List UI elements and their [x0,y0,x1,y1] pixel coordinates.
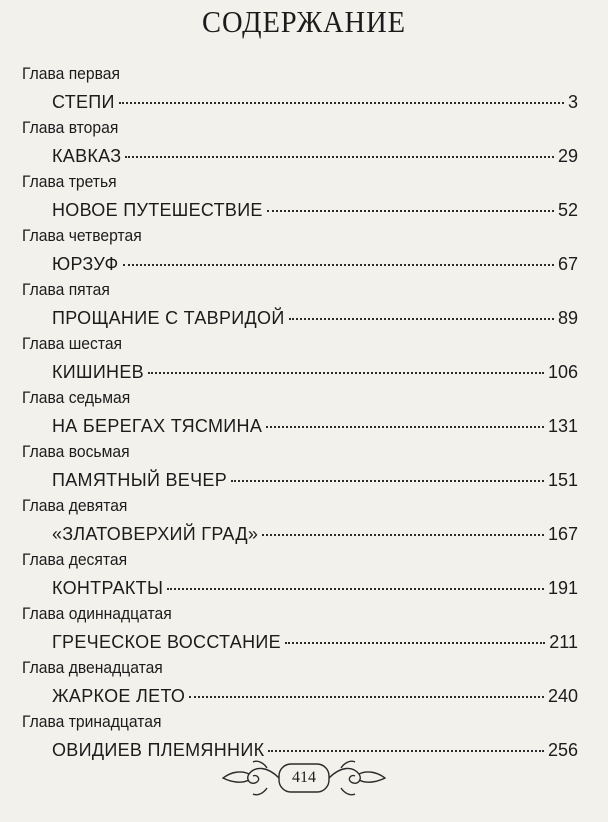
dot-leader [189,696,544,698]
chapter-title: ЮРЗУФ [52,254,119,274]
page-number: 191 [547,578,578,598]
chapter-title: КОНТРАКТЫ [52,578,164,598]
page-number: 256 [547,740,578,760]
toc-entry [0,280,608,334]
toc-entry [0,172,608,226]
page-folio [219,756,389,800]
toc-line [52,631,578,653]
table-of-contents [0,64,608,766]
chapter-title: НА БЕРЕГАХ ТЯСМИНА [52,416,263,436]
toc-line [52,523,578,545]
page-number: 240 [547,686,578,706]
toc-line [52,253,578,275]
page-number: 106 [547,362,578,382]
page-number: 131 [547,416,578,436]
page-number-footer: 414 [292,769,316,786]
dot-leader [231,480,544,482]
dot-leader [119,102,564,104]
chapter-title: НОВОЕ ПУТЕШЕСТВИЕ [52,200,263,220]
chapter-title: КАВКАЗ [52,146,122,166]
toc-entry [0,550,608,604]
page-number: 167 [547,524,578,544]
page-number: 89 [557,308,578,328]
page-title: СОДЕРЖАНИЕ [202,4,406,39]
chapter-label: Глава одиннадцатая [22,605,172,623]
dot-leader [268,750,544,752]
chapter-label: Глава десятая [22,551,128,569]
toc-line [52,469,578,491]
toc-entry [0,658,608,712]
chapter-label: Глава тринадцатая [22,713,162,731]
dot-leader [125,156,554,158]
toc-line [52,307,578,329]
toc-entry [0,388,608,442]
page-number: 211 [549,632,578,652]
dot-leader [148,372,544,374]
chapter-label: Глава двенадцатая [22,659,163,677]
chapter-title: ОВИДИЕВ ПЛЕМЯННИК [52,740,265,760]
chapter-label: Глава восьмая [22,443,130,461]
toc-entry [0,64,608,118]
chapter-label: Глава четвертая [22,227,142,245]
toc-line [52,199,578,221]
toc-entry [0,496,608,550]
toc-entry [0,226,608,280]
chapter-title: ЖАРКОЕ ЛЕТО [52,686,186,706]
toc-line [52,685,578,707]
dot-leader [262,534,544,536]
dot-leader [167,588,544,590]
chapter-title: КИШИНЕВ [52,362,144,382]
chapter-label: Глава первая [22,65,120,83]
toc-line [52,415,578,437]
page-number: 29 [557,146,578,166]
chapter-title: ПАМЯТНЫЙ ВЕЧЕР [52,470,228,490]
chapter-title: ПРОЩАНИЕ С ТАВРИДОЙ [52,308,285,328]
dot-leader [267,210,554,212]
chapter-title: ГРЕЧЕСКОЕ ВОССТАНИЕ [52,632,281,652]
toc-line [52,145,578,167]
toc-line [52,577,578,599]
chapter-label: Глава вторая [22,119,119,137]
toc-entry [0,604,608,658]
page-number: 52 [557,200,578,220]
chapter-label: Глава шестая [22,335,123,353]
dot-leader [123,264,554,266]
chapter-label: Глава девятая [22,497,128,515]
chapter-label: Глава пятая [22,281,110,299]
toc-entry [0,334,608,388]
dot-leader [289,318,554,320]
chapter-label: Глава седьмая [22,389,131,407]
toc-entry [0,118,608,172]
page-number: 3 [567,92,578,112]
page-number: 151 [547,470,578,490]
dot-leader [266,426,544,428]
chapter-label: Глава третья [22,173,117,191]
toc-entry [0,442,608,496]
dot-leader [285,642,545,644]
chapter-title: «ЗЛАТОВЕРХИЙ ГРАД» [52,524,259,544]
toc-line [52,361,578,383]
toc-line [52,91,578,113]
page-number: 67 [557,254,578,274]
chapter-title: СТЕПИ [52,92,115,112]
